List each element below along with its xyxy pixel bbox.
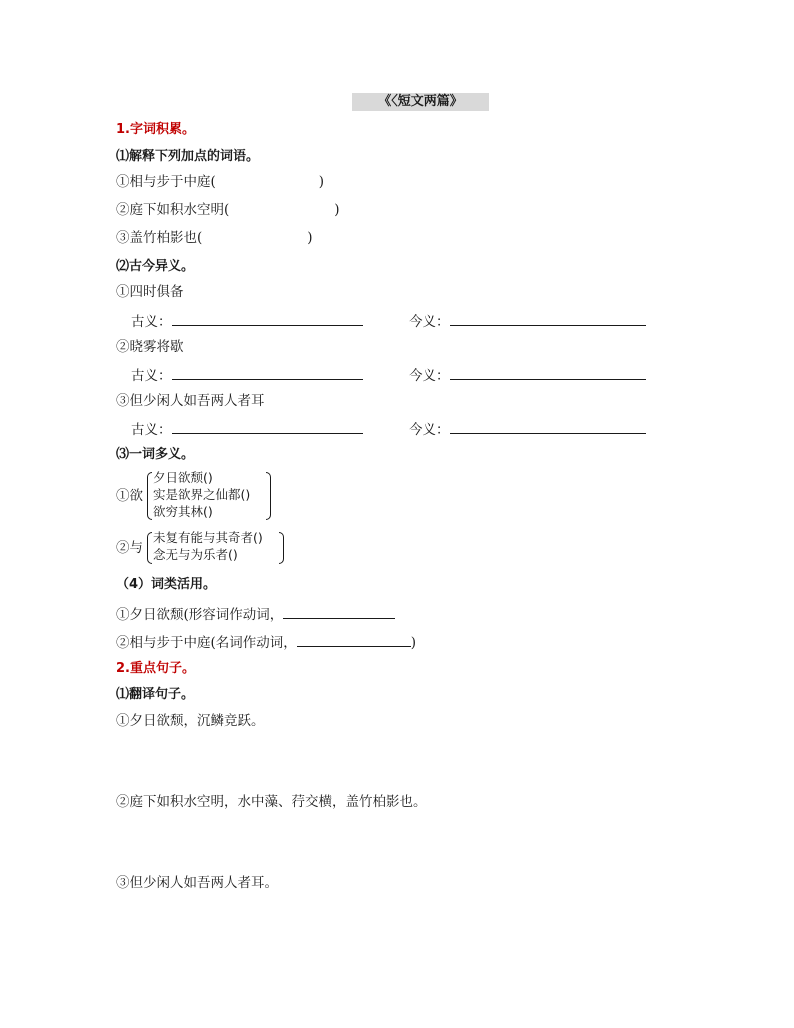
q3-item-1-line-1: 夕日欲颓()	[153, 470, 213, 485]
q2-item-3-gu: 古义：	[131, 419, 363, 439]
answer-line[interactable]	[283, 604, 395, 619]
q4-item-1: ①夕日欲颓(形容词作动词，	[116, 604, 395, 624]
q1-heading: ⑴解释下列加点的词语。	[116, 149, 260, 164]
q2-item-1-gu: 古义：	[131, 311, 363, 331]
q1-item-1-text: ①相与步于中庭(	[116, 174, 216, 190]
q1-item-1: ①相与步于中庭( )	[116, 174, 325, 190]
q4-item-2: ②相与步于中庭(名词作动词， )	[116, 632, 416, 652]
answer-line[interactable]	[450, 365, 646, 380]
left-brace	[147, 532, 152, 564]
section-2-heading: 2.重点句子。	[116, 661, 195, 676]
q3-item-1-line-2: 实是欲界之仙都()	[153, 487, 251, 502]
q3-item-1-label: ①欲	[116, 488, 143, 504]
answer-line[interactable]	[172, 419, 363, 434]
s2-sentence-2: ②庭下如积水空明，水中藻、荇交横，盖竹柏影也。	[116, 794, 427, 810]
q2-item-2-gu: 古义：	[131, 365, 363, 385]
section-1-heading: 1.字词积累。	[116, 122, 195, 137]
q2-item-3-jin: 今义：	[409, 419, 646, 439]
answer-line[interactable]	[450, 419, 646, 434]
answer-line[interactable]	[172, 311, 363, 326]
q2-item-2-jin: 今义：	[409, 365, 646, 385]
left-brace	[147, 472, 152, 520]
q3-heading: ⑶一词多义。	[116, 447, 195, 462]
answer-line[interactable]	[172, 365, 363, 380]
q1-item-2-text: ②庭下如积水空明(	[116, 202, 230, 218]
q3-item-2-line-1: 未复有能与其奇者()	[153, 530, 263, 545]
q1-item-3: ③盖竹柏影也( )	[116, 230, 313, 246]
s2-sentence-1: ①夕日欲颓，沉鳞竞跃。	[116, 713, 265, 729]
right-brace	[279, 532, 284, 564]
s2-sentence-3: ③但少闲人如吾两人者耳。	[116, 875, 278, 891]
answer-line[interactable]	[297, 632, 411, 647]
q2-item-3-text: ③但少闲人如吾两人者耳	[116, 393, 265, 409]
q1-item-3-text: ③盖竹柏影也(	[116, 230, 203, 246]
q3-item-2-label: ②与	[116, 540, 143, 556]
right-brace	[266, 472, 271, 520]
q3-item-2-line-2: 念无与为乐者()	[153, 547, 238, 562]
answer-line[interactable]	[450, 311, 646, 326]
q2-item-1-text: ①四时俱备	[116, 284, 184, 300]
s2-q1-heading: ⑴翻译句子。	[116, 687, 195, 702]
q3-item-1-line-3: 欲穷其林()	[153, 504, 213, 519]
q2-item-1-jin: 今义：	[409, 311, 646, 331]
page-title: 《〈短文两篇》	[352, 93, 489, 111]
q1-item-2: ②庭下如积水空明( )	[116, 202, 340, 218]
q2-item-2-text: ②晓雾将歇	[116, 339, 184, 355]
q2-heading: ⑵古今异义。	[116, 259, 195, 274]
q4-heading: （4）词类活用。	[116, 577, 217, 592]
